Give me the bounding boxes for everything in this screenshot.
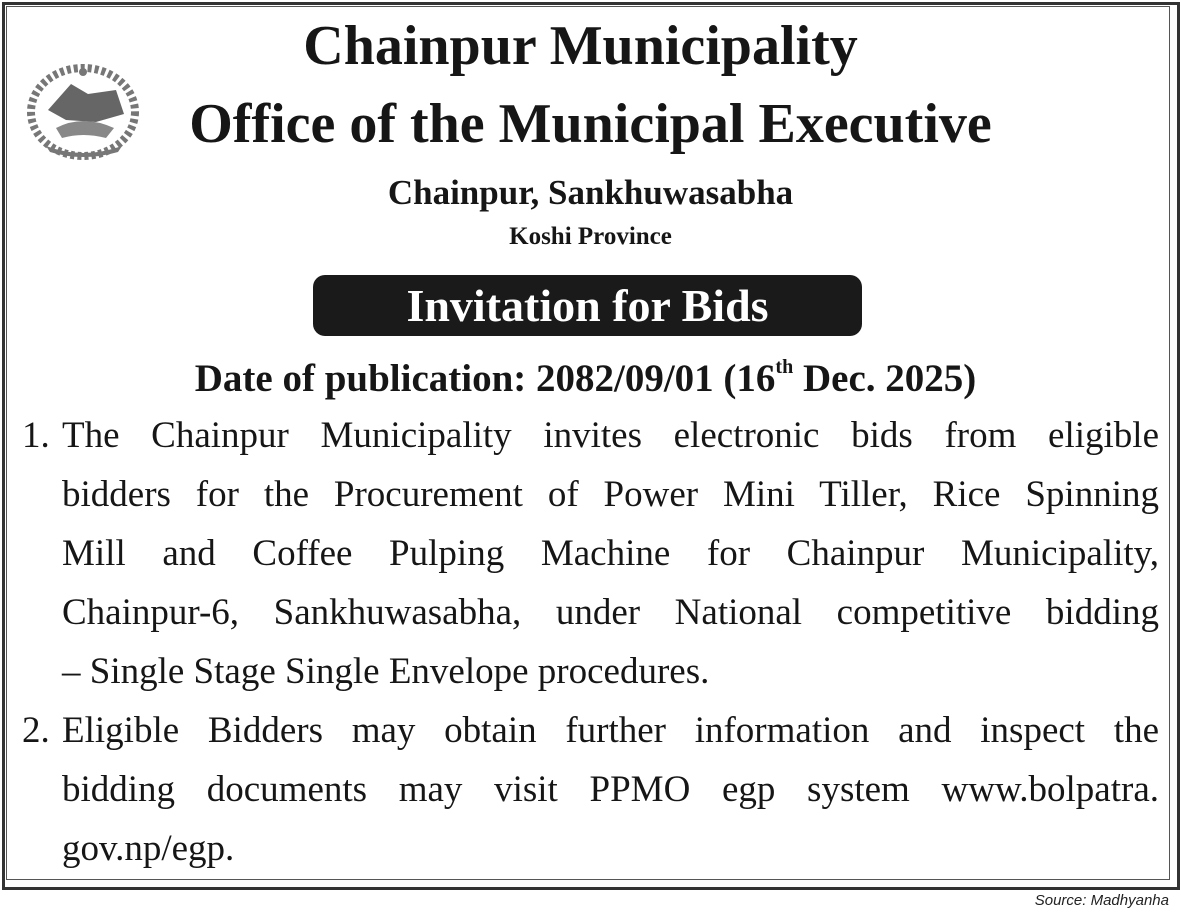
province: Koshi Province: [509, 223, 672, 250]
publication-date-suffix: Dec. 2025): [793, 357, 977, 400]
source-credit: Source: Madhyanha: [1034, 892, 1169, 909]
item-number: 1.: [22, 415, 50, 456]
office-title: Office of the Municipal Executive: [189, 93, 992, 155]
invitation-for-bids-banner: Invitation for Bids: [313, 275, 862, 336]
item-text-line: The Chainpur Municipality invites electronic bids from eligible: [62, 415, 1159, 456]
publication-date-sup: th: [775, 356, 794, 378]
item-text-line: Chainpur-6, Sankhuwasabha, under National competitive bidding: [62, 592, 1159, 633]
location: Chainpur, Sankhuwasabha: [387, 173, 794, 212]
item-text-line: Mill and Coffee Pulping Machine for Chainpur Municipality,: [62, 533, 1159, 574]
item-number: 2.: [22, 710, 50, 751]
publication-date: [0, 356, 1176, 401]
item-text-line: bidders for the Procurement of Power Mini Tiller, Rice Spinning: [62, 474, 1159, 515]
item-text-line: bidding documents may visit PPMO egp system www.bolpatra.: [62, 769, 1159, 810]
item-text-line: – Single Stage Single Envelope procedures.: [62, 651, 710, 692]
municipality-title: Chainpur Municipality: [303, 15, 858, 77]
item-text-line: Eligible Bidders may obtain further information and inspect the: [62, 710, 1159, 751]
publication-date-prefix: Date of publication: 2082/09/01 (16: [194, 357, 776, 400]
item-text-line: gov.np/egp.: [62, 828, 235, 869]
